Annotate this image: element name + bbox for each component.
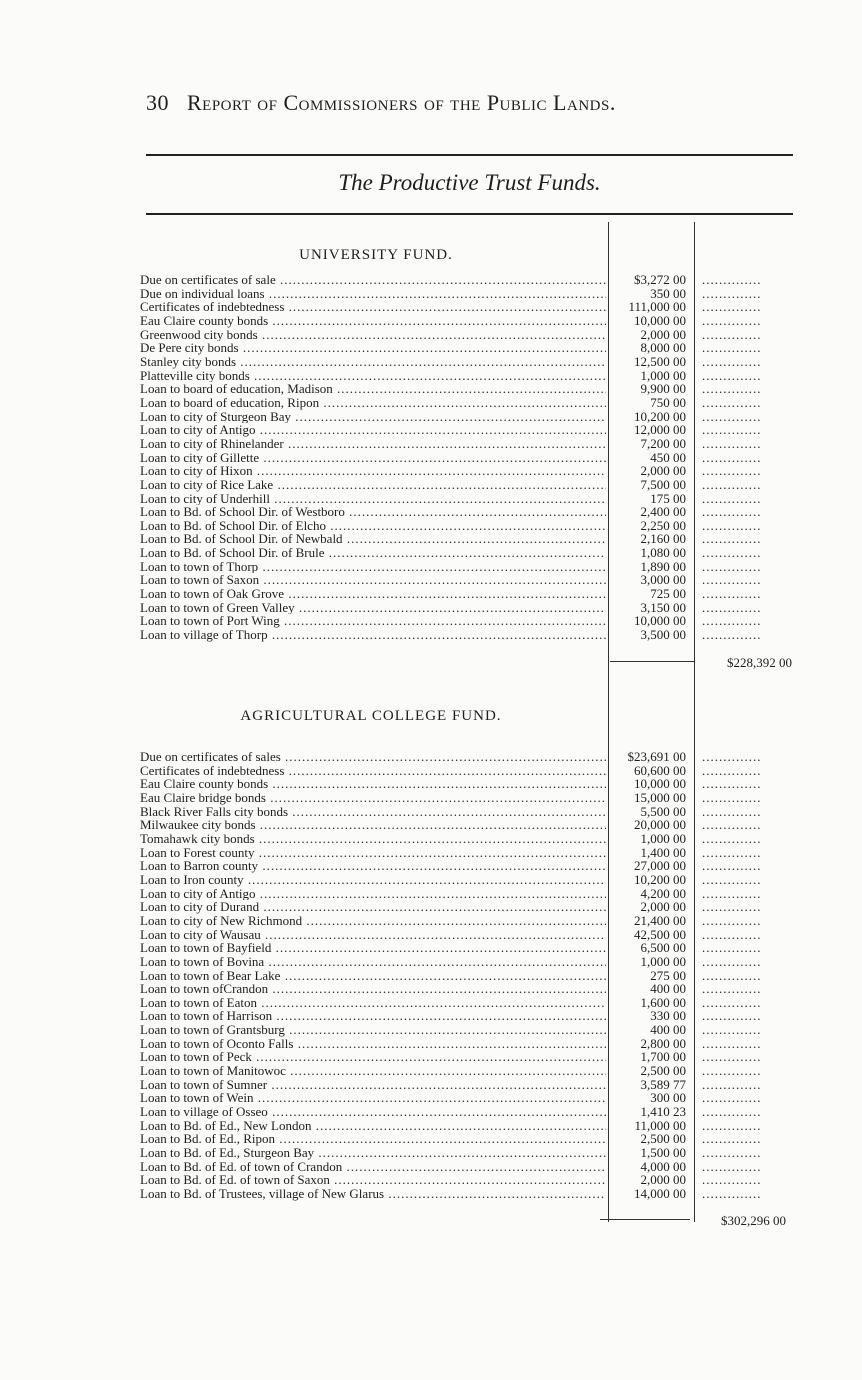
ledger-row-label: Eau Claire county bonds ..... — [140, 777, 606, 791]
ledger-row-label: Loan to town of Saxon ..... — [140, 573, 606, 587]
ledger-row-label: Loan to town of Wein ..... — [140, 1091, 606, 1105]
ledger-row-amount: 275 00 — [650, 967, 686, 983]
ledger-row-leader-dots: .............. — [702, 273, 762, 287]
ledger-row-leader-dots: .............. — [702, 818, 762, 832]
ledger-row-amount: 1,000 00 — [640, 830, 686, 846]
ledger-row-leader-dots: .............. — [702, 600, 762, 615]
ledger-row-amount: 175 00 — [650, 490, 686, 506]
ledger-row-leader-dots: .............. — [702, 546, 762, 560]
ledger-row-amount: 60,600 00 — [634, 762, 686, 778]
ledger-row-amount: 21,400 00 — [634, 912, 686, 928]
ledger-row-leader-dots: .............. — [702, 968, 762, 983]
ledger-row-amount: 1,400 00 — [640, 844, 686, 860]
ledger-row-label: Loan to town of Thorp ..... — [140, 560, 606, 574]
ledger-row-amount: 12,000 00 — [634, 422, 686, 438]
ledger-row — [140, 478, 800, 492]
ledger-row-amount: 1,000 00 — [640, 953, 686, 969]
ledger-row — [140, 369, 800, 383]
ledger-row-label: Loan to board of education, Madison ..... — [140, 382, 606, 396]
ledger-row-leader-dots: .............. — [702, 395, 762, 410]
ledger-row-leader-dots: .............. — [702, 532, 762, 547]
ledger-row-label: Loan to city of Underhill ..... — [140, 492, 606, 506]
ledger-row-leader-dots: .............. — [702, 777, 762, 791]
ledger-row-label: Due on certificates of sale ..... — [140, 273, 606, 287]
ledger-row-amount: 9,900 00 — [640, 381, 686, 397]
ledger-row — [140, 941, 800, 955]
ledger-row — [140, 996, 800, 1010]
ledger-row — [140, 505, 800, 519]
ledger-row-leader-dots: .............. — [702, 900, 762, 914]
ledger-row-label: Loan to Bd. of Ed., New London ..... — [140, 1119, 606, 1133]
page-title: Report of Commissioners of the Public Lands. — [187, 90, 616, 115]
ledger-row-leader-dots: .............. — [702, 409, 762, 424]
ledger-row-leader-dots: .............. — [702, 286, 762, 301]
ledger-row — [140, 1105, 800, 1119]
ledger-row-amount: 1,000 00 — [640, 367, 686, 383]
ledger-row-label: Loan to city of Rice Lake ..... — [140, 478, 606, 492]
ledger-row-label: Loan to Bd. of Ed., Sturgeon Bay ..... — [140, 1146, 606, 1160]
ledger-row — [140, 410, 800, 424]
ledger-row-leader-dots: .............. — [702, 954, 762, 969]
ledger-row-label: Loan to town of Oak Grove ..... — [140, 587, 606, 601]
ledger-row-amount: 1,410 23 — [640, 1104, 686, 1120]
ledger-row-amount: 2,400 00 — [640, 504, 686, 520]
ledger-row-amount: 10,000 00 — [634, 776, 686, 792]
ledger-row-amount: 14,000 00 — [634, 1186, 686, 1201]
ledger-row-leader-dots: .............. — [702, 436, 762, 451]
ledger-row — [140, 560, 800, 574]
ledger-row-leader-dots: .............. — [702, 872, 762, 887]
ledger-row-label: Loan to town of Manitowoc ..... — [140, 1064, 606, 1078]
ledger-row-label: Eau Claire bridge bonds ..... — [140, 791, 606, 805]
ledger-row — [140, 328, 800, 342]
ledger-row-amount: 330 00 — [650, 1008, 686, 1024]
ledger-row-leader-dots: .............. — [702, 804, 762, 819]
ledger-row — [140, 464, 800, 478]
ledger-row-leader-dots: .............. — [702, 1023, 762, 1037]
ledger-row — [140, 846, 800, 860]
ledger-row-leader-dots: .............. — [702, 450, 762, 465]
ledger-row-label: Loan to city of Hixon ..... — [140, 464, 606, 478]
ledger-row-label: Loan to city of Durand ..... — [140, 900, 606, 914]
ledger-row — [140, 492, 800, 506]
ledger-row-leader-dots: .............. — [702, 628, 762, 642]
ledger-row-label: Loan to Bd. of Ed. of town of Saxon ..... — [140, 1173, 606, 1187]
ledger-row-amount: 3,589 77 — [640, 1076, 686, 1092]
ledger-row-amount: 2,500 00 — [640, 1131, 686, 1147]
ledger-row-leader-dots: .............. — [702, 341, 762, 355]
ledger-row-amount: 27,000 00 — [634, 858, 686, 874]
ledger-row — [140, 1009, 800, 1023]
ledger-row — [140, 805, 800, 819]
ledger-row-leader-dots: .............. — [702, 327, 762, 342]
ledger-row-leader-dots: .............. — [702, 1050, 762, 1065]
ledger-row — [140, 859, 800, 873]
ledger-row-label: Loan to city of Rhinelander ..... — [140, 437, 606, 451]
ledger-row — [140, 587, 800, 601]
ledger-row-amount: 2,160 00 — [640, 531, 686, 547]
ledger-row-amount: 1,080 00 — [640, 545, 686, 561]
ledger-row-amount: 1,500 00 — [640, 1145, 686, 1161]
ledger-row-amount: 2,500 00 — [640, 1063, 686, 1079]
ledger-row-label: Loan to town of Green Valley ..... — [140, 601, 606, 615]
ledger-row-label: Loan to Bd. of School Dir. of Westboro ..... — [140, 505, 606, 519]
ledger-row-label: Loan to town of Grantsburg ..... — [140, 1023, 606, 1037]
ledger-row-amount: $23,691 00 — [627, 749, 686, 764]
ledger-row — [140, 1078, 800, 1092]
ledger-row-amount: 3,150 00 — [640, 599, 686, 615]
university-fund-list — [140, 273, 800, 642]
ledger-row-label: Loan to village of Osseo ..... — [140, 1105, 606, 1119]
ledger-row-leader-dots: .............. — [702, 587, 762, 601]
section-subtitle: The Productive Trust Funds. — [338, 170, 601, 195]
ledger-row-leader-dots: .............. — [702, 464, 762, 478]
ledger-row-leader-dots: .............. — [702, 491, 762, 506]
ledger-row-label: Due on individual loans ..... — [140, 287, 606, 301]
ledger-row — [140, 287, 800, 301]
ledger-row-label: Loan to city of Sturgeon Bay ..... — [140, 410, 606, 424]
ledger-row — [140, 451, 800, 465]
ledger-row-leader-dots: .............. — [702, 1009, 762, 1024]
ledger-row-label: Loan to Bd. of Ed. of town of Crandon ..... — [140, 1160, 606, 1174]
ledger-row-label: Loan to city of Antigo ..... — [140, 423, 606, 437]
ledger-row — [140, 1037, 800, 1051]
ledger-row-leader-dots: .............. — [702, 845, 762, 860]
ledger-row-label: Loan to town ofCrandon ..... — [140, 982, 606, 996]
ledger-row-leader-dots: .............. — [702, 790, 762, 805]
ledger-row — [140, 1050, 800, 1064]
ledger-row — [140, 818, 800, 832]
ledger-row-leader-dots: .............. — [702, 941, 762, 955]
ledger-row-amount: 3,000 00 — [640, 572, 686, 588]
header-rule — [146, 154, 793, 156]
ledger-row — [140, 1146, 800, 1160]
ledger-row-label: Loan to city of New Richmond ..... — [140, 914, 606, 928]
ledger-row — [140, 382, 800, 396]
ledger-row — [140, 764, 800, 778]
ledger-row-amount: 7,500 00 — [640, 476, 686, 492]
ledger-row — [140, 355, 800, 369]
ledger-row — [140, 300, 800, 314]
ledger-row — [140, 614, 800, 628]
ledger-row-label: Loan to board of education, Ripon ..... — [140, 396, 606, 410]
ledger-row-leader-dots: .............. — [702, 1187, 762, 1201]
ledger-row-label: Greenwood city bonds ..... — [140, 328, 606, 342]
ledger-row-label: Black River Falls city bonds ..... — [140, 805, 606, 819]
ledger-row — [140, 519, 800, 533]
ledger-row-amount: 725 00 — [650, 586, 686, 602]
ledger-row-amount: 111,000 00 — [628, 299, 686, 315]
ledger-row-label: Eau Claire county bonds ..... — [140, 314, 606, 328]
ledger-row-amount: 1,600 00 — [640, 994, 686, 1010]
ledger-row-label: Loan to Barron county ..... — [140, 859, 606, 873]
ledger-row-amount: 42,500 00 — [634, 926, 686, 942]
ledger-row-amount: 11,000 00 — [634, 1117, 686, 1133]
ledger-row-leader-dots: .............. — [702, 518, 762, 533]
ledger-row-leader-dots: .............. — [702, 300, 762, 314]
ledger-row — [140, 955, 800, 969]
ledger-row-leader-dots: .............. — [702, 1064, 762, 1078]
ledger-row-amount: 2,800 00 — [640, 1035, 686, 1051]
ledger-row-leader-dots: .............. — [702, 1118, 762, 1133]
ledger-row-leader-dots: .............. — [702, 750, 762, 764]
ledger-row-leader-dots: .............. — [702, 368, 762, 383]
ledger-row-amount: 20,000 00 — [634, 817, 686, 833]
agricultural-fund-total: $302,296 00 — [721, 1213, 786, 1228]
ledger-row-leader-dots: .............. — [702, 1132, 762, 1147]
ledger-row — [140, 1173, 800, 1187]
ledger-row — [140, 1064, 800, 1078]
ledger-row-amount: 10,000 00 — [634, 613, 686, 629]
ledger-row-label: Loan to Bd. of Ed., Ripon ..... — [140, 1132, 606, 1146]
ledger-row — [140, 396, 800, 410]
ledger-row — [140, 314, 800, 328]
ledger-row-amount: 15,000 00 — [634, 789, 686, 805]
ledger-row — [140, 1091, 800, 1105]
ledger-row-label: Stanley city bonds ..... — [140, 355, 606, 369]
ledger-row-amount: 2,000 00 — [640, 326, 686, 342]
university-fund-title: UNIVERSITY FUND. — [299, 247, 453, 263]
ledger-row — [140, 1160, 800, 1174]
page-number: 30 — [146, 90, 169, 115]
ledger-row-amount: 2,000 00 — [640, 1172, 686, 1188]
ledger-row-label: Tomahawk city bonds ..... — [140, 832, 606, 846]
ledger-row — [140, 777, 800, 791]
ledger-row-label: Loan to town of Sumner ..... — [140, 1078, 606, 1092]
ledger-row-amount: 10,200 00 — [634, 871, 686, 887]
ledger-row-amount: 1,890 00 — [640, 558, 686, 574]
ledger-row-amount: 400 00 — [650, 1022, 686, 1038]
ledger-row-amount: 2,000 00 — [640, 463, 686, 479]
ledger-row — [140, 532, 800, 546]
ledger-row-label: Loan to town of Oconto Falls ..... — [140, 1037, 606, 1051]
ledger-row-amount: 400 00 — [650, 981, 686, 997]
ledger-row — [140, 1023, 800, 1037]
ledger-row-label: Loan to Bd. of School Dir. of Newbald ..... — [140, 532, 606, 546]
ledger-row — [140, 273, 800, 287]
ledger-row-leader-dots: .............. — [702, 1091, 762, 1106]
ledger-row-label: Due on certificates of sales ..... — [140, 750, 606, 764]
ledger-row-amount: 4,000 00 — [640, 1158, 686, 1174]
ledger-row-label: Loan to village of Thorp ..... — [140, 628, 606, 642]
ledger-row — [140, 573, 800, 587]
ledger-row — [140, 628, 800, 642]
ledger-row-leader-dots: .............. — [702, 1173, 762, 1187]
ledger-row-amount: 2,000 00 — [640, 899, 686, 915]
ledger-row-leader-dots: .............. — [702, 1146, 762, 1160]
ledger-row-amount: 450 00 — [650, 449, 686, 465]
ledger-row-amount: 4,200 00 — [640, 885, 686, 901]
ledger-row-amount: 350 00 — [650, 285, 686, 301]
ledger-row-amount: 7,200 00 — [640, 435, 686, 451]
ledger-row-label: Loan to town of Bear Lake ..... — [140, 969, 606, 983]
ledger-row-leader-dots: .............. — [702, 382, 762, 396]
ledger-row — [140, 423, 800, 437]
ledger-row — [140, 437, 800, 451]
ledger-row-amount: 10,000 00 — [634, 312, 686, 328]
ledger-row-amount: 10,200 00 — [634, 408, 686, 424]
agricultural-fund-list — [140, 750, 800, 1201]
ledger-row — [140, 873, 800, 887]
ledger-row-label: Loan to town of Harrison ..... — [140, 1009, 606, 1023]
ledger-row-label: De Pere city bonds ..... — [140, 341, 606, 355]
ledger-row-leader-dots: .............. — [702, 573, 762, 588]
ledger-row-leader-dots: .............. — [702, 559, 762, 574]
ledger-row-label: Loan to town of Eaton ..... — [140, 996, 606, 1010]
ledger-row-leader-dots: .............. — [702, 982, 762, 996]
ledger-row — [140, 1119, 800, 1133]
ledger-row-amount: 6,500 00 — [640, 940, 686, 956]
ledger-row-amount: 750 00 — [650, 394, 686, 410]
ledger-row — [140, 601, 800, 615]
ledger-row-label: Loan to town of Port Wing ..... — [140, 614, 606, 628]
ledger-row-amount: 2,250 00 — [640, 517, 686, 533]
ledger-row-leader-dots: .............. — [702, 354, 762, 369]
ledger-row-label: Loan to Iron county ..... — [140, 873, 606, 887]
ledger-row-label: Loan to city of Antigo ..... — [140, 887, 606, 901]
ledger-row-leader-dots: .............. — [702, 1036, 762, 1051]
ledger-row-leader-dots: .............. — [702, 313, 762, 328]
ledger-row-leader-dots: .............. — [702, 1105, 762, 1119]
ledger-row-label: Loan to city of Wausau ..... — [140, 928, 606, 942]
university-fund-total: $228,392 00 — [727, 655, 792, 670]
ledger-row-amount: 12,500 00 — [634, 353, 686, 369]
ledger-row — [140, 914, 800, 928]
ledger-row — [140, 887, 800, 901]
ledger-row-leader-dots: .............. — [702, 886, 762, 901]
ledger-row-label: Loan to town of Bayfield ..... — [140, 941, 606, 955]
ledger-row — [140, 969, 800, 983]
ledger-row-leader-dots: .............. — [702, 1159, 762, 1174]
ledger-row-leader-dots: .............. — [702, 1077, 762, 1092]
ledger-row-leader-dots: .............. — [702, 505, 762, 519]
ledger-row-label: Loan to Bd. of School Dir. of Elcho ..... — [140, 519, 606, 533]
ledger-row-label: Loan to town of Peck ..... — [140, 1050, 606, 1064]
ledger-row-leader-dots: .............. — [702, 614, 762, 629]
ledger-row-amount: $3,272 00 — [634, 272, 686, 287]
ledger-row-leader-dots: .............. — [702, 763, 762, 778]
ledger-row-amount: 3,500 00 — [640, 627, 686, 643]
ledger-row-label: Loan to Forest county ..... — [140, 846, 606, 860]
ledger-row-leader-dots: .............. — [702, 859, 762, 873]
ledger-row — [140, 982, 800, 996]
ledger-row — [140, 750, 800, 764]
ledger-row — [140, 791, 800, 805]
ledger-row — [140, 1132, 800, 1146]
agricultural-fund-title: AGRICULTURAL COLLEGE FUND. — [240, 708, 502, 724]
ledger-row — [140, 900, 800, 914]
ledger-row — [140, 341, 800, 355]
ledger-row-leader-dots: .............. — [702, 831, 762, 846]
ledger-row-label: Loan to Bd. of Trustees, village of New Glarus ..... — [140, 1187, 606, 1201]
ledger-row-leader-dots: .............. — [702, 927, 762, 942]
ledger-row-leader-dots: .............. — [702, 913, 762, 928]
ledger-row — [140, 1187, 800, 1201]
ledger-row-leader-dots: .............. — [702, 995, 762, 1010]
ledger-row-label: Loan to Bd. of School Dir. of Brule ..... — [140, 546, 606, 560]
ledger-row-label: Certificates of indebtedness ..... — [140, 764, 606, 778]
ledger-row-amount: 8,000 00 — [640, 340, 686, 356]
page-header — [146, 90, 796, 116]
ledger-row — [140, 928, 800, 942]
ledger-row-leader-dots: .............. — [702, 477, 762, 492]
ledger-row — [140, 832, 800, 846]
ledger-row-amount: 300 00 — [650, 1090, 686, 1106]
ledger-row-label: Platteville city bonds ..... — [140, 369, 606, 383]
ledger-row-amount: 1,700 00 — [640, 1049, 686, 1065]
subtitle-rule — [146, 213, 793, 215]
ledger-row-label: Milwaukee city bonds ..... — [140, 818, 606, 832]
ledger-row-label: Loan to town of Bovina ..... — [140, 955, 606, 969]
ledger-row-label: Certificates of indebtedness ..... — [140, 300, 606, 314]
ledger-row-label: Loan to city of Gillette ..... — [140, 451, 606, 465]
ledger-row-leader-dots: .............. — [702, 423, 762, 437]
ledger-row-amount: 5,500 00 — [640, 803, 686, 819]
ledger-row — [140, 546, 800, 560]
